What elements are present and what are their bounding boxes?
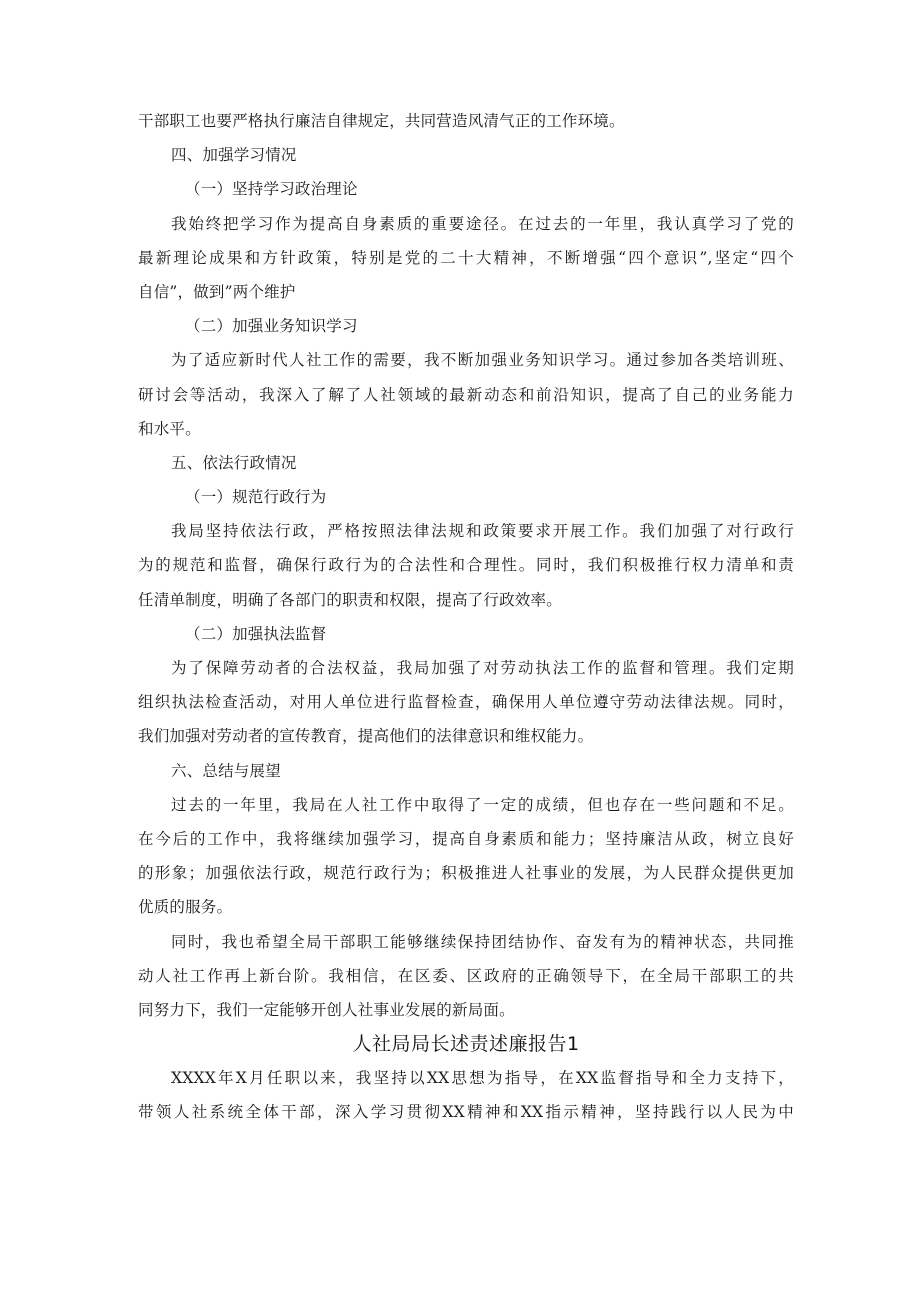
paragraph-line: 为的规范和监督，确保行政行为的合法性和合理性。同时，我们积极推行权力清单和责 xyxy=(138,556,794,575)
paragraph-line: 研讨会等活动，我深入了解了人社领域的最新动态和前沿知识，提高了自己的业务能力 xyxy=(138,385,794,404)
paragraph-line: 为了适应新时代人社工作的需要，我不断加强业务知识学习。通过参加各类培训班、 xyxy=(171,351,794,370)
paragraph-line: 同时，我也希望全局干部职工能够继续保持团结协作、奋发有为的精神状态，共同推 xyxy=(171,932,794,951)
paragraph-line: 我始终把学习作为提高自身素质的重要途径。在过去的一年里，我认真学习了党的 xyxy=(171,214,794,233)
paragraph-line: 和水平。 xyxy=(138,419,201,438)
report-title: 人社局局长述责述廉报告1 xyxy=(352,1033,580,1056)
section-heading: 五、依法行政情况 xyxy=(171,453,297,472)
paragraph-line: 在今后的工作中，我将继续加强学习，提高自身素质和能力；坚持廉洁从政，树立良好 xyxy=(138,829,794,848)
paragraph-line: 同努力下，我们一定能够开创人社事业发展的新局面。 xyxy=(138,1000,515,1019)
subsection-heading: （一）坚持学习政治理论 xyxy=(185,180,358,199)
paragraph-line: 为了保障劳动者的合法权益，我局加强了对劳动执法工作的监督和管理。我们定期 xyxy=(171,659,794,677)
subsection-heading: （一）规范行政行为 xyxy=(185,488,327,507)
document-page xyxy=(138,104,794,1129)
paragraph-line: 任清单制度，明确了各部门的职责和权限，提高了行政效率。 xyxy=(138,590,562,609)
paragraph-line: 的形象；加强依法行政，规范行政行为；积极推进人社事业的发展，为人民群众提供更加 xyxy=(138,864,794,883)
paragraph-line: 干部职工也要严格执行廉洁自律规定，共同营造风清气正的工作环境。 xyxy=(138,112,625,130)
subsection-heading: （二）加强业务知识学习 xyxy=(185,317,358,336)
paragraph-line: 带领人社系统全体干部，深入学习贯彻XX精神和XX指示精神，坚持践行以人民为中 xyxy=(138,1103,794,1122)
paragraph-line: 组织执法检查活动，对用人单位进行监督检查，确保用人单位遵守劳动法律法规。同时， xyxy=(138,693,794,712)
section-heading: 六、总结与展望 xyxy=(171,761,281,780)
subsection-heading: （二）加强执法监督 xyxy=(185,624,327,643)
paragraph-line: 最新理论成果和方针政策，特别是党的二十大精神，不断增强“四个意识”,坚定“四个 xyxy=(138,248,794,267)
paragraph-line: 自信”，做到”两个维护 xyxy=(138,282,296,301)
paragraph-line: XXXX年X月任职以来，我坚持以XX思想为指导，在XX监督指导和全力支持下， xyxy=(171,1069,794,1088)
paragraph-line: 我局坚持依法行政，严格按照法律法规和政策要求开展工作。我们加强了对行政行 xyxy=(171,522,794,541)
paragraph-line: 我们加强对劳动者的宣传教育，提高他们的法律意识和维权能力。 xyxy=(138,727,594,746)
paragraph-line: 过去的一年里，我局在人社工作中取得了一定的成绩，但也存在一些问题和不足。 xyxy=(171,795,794,814)
paragraph-line: 动人社工作再上新台阶。我相信，在区委、区政府的正确领导下，在全局干部职工的共 xyxy=(138,966,794,985)
section-heading: 四、加强学习情况 xyxy=(171,146,297,165)
paragraph-line: 优质的服务。 xyxy=(138,898,233,917)
